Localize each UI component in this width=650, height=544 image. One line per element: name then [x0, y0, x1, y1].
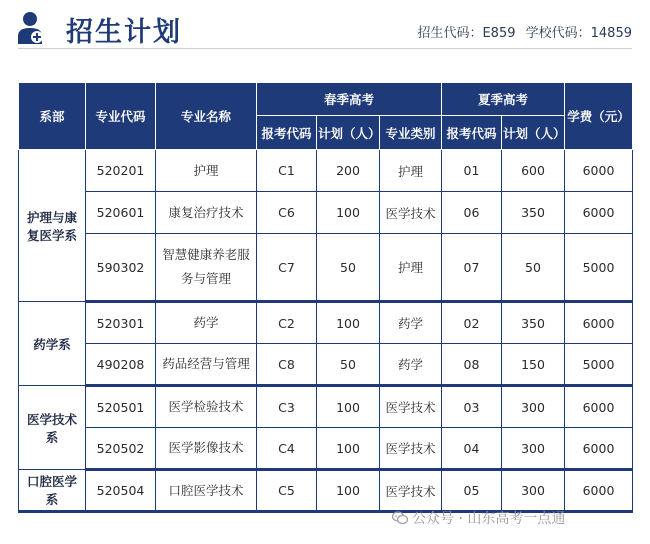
col-header-spring-plan: 计划（人） [317, 116, 380, 150]
cell-spring-code: C7 [257, 234, 317, 302]
table-row [19, 428, 633, 470]
cell-category: 医学技术 [380, 192, 442, 234]
col-header-summer-code: 报考代码 [442, 116, 502, 150]
cell-tuition: 6000 [565, 428, 633, 470]
cell-category: 药学 [380, 302, 442, 344]
watermark-text: 公众号 · 山东高考一点通 [412, 511, 566, 527]
cell-spring-plan: 100 [317, 428, 380, 470]
dept-cell: 护理与康复医学系 [19, 150, 86, 302]
cell-category: 药学 [380, 344, 442, 386]
table-row [19, 192, 633, 234]
cell-summer-code: 04 [442, 428, 502, 470]
cell-tuition: 6000 [565, 150, 633, 192]
cell-summer-plan: 350 [502, 192, 565, 234]
header-row-1 [19, 83, 633, 116]
dept-cell: 口腔医学系 [19, 470, 86, 512]
col-header-summer: 夏季高考 [442, 83, 565, 116]
cell-summer-plan: 150 [502, 344, 565, 386]
cell-summer-code: 08 [442, 344, 502, 386]
cell-spring-plan: 200 [317, 150, 380, 192]
cell-summer-code: 01 [442, 150, 502, 192]
enroll-code: 招生代码：E859 [417, 26, 516, 41]
cell-summer-code: 07 [442, 234, 502, 302]
cell-spring-plan: 100 [317, 192, 380, 234]
cell-summer-code: 05 [442, 470, 502, 512]
cell-major-name: 口腔医学技术 [156, 470, 257, 512]
table-row [19, 234, 633, 302]
table-row [19, 386, 633, 428]
col-header-major-code: 专业代码 [86, 83, 156, 150]
cell-major-code: 520501 [86, 386, 156, 428]
cell-summer-plan: 600 [502, 150, 565, 192]
col-header-dept: 系部 [19, 83, 86, 150]
col-header-tuition: 学费（元） [565, 83, 633, 150]
cell-summer-plan: 350 [502, 302, 565, 344]
cell-spring-code: C6 [257, 192, 317, 234]
user-plus-icon [18, 11, 44, 45]
wechat-icon [392, 511, 408, 525]
cell-spring-code: C3 [257, 386, 317, 428]
cell-major-name: 智慧健康养老服务与管理 [156, 234, 257, 302]
col-header-spring: 春季高考 [257, 83, 442, 116]
dept-cell: 医学技术系 [19, 386, 86, 470]
cell-category: 医学技术 [380, 428, 442, 470]
table-body [19, 150, 633, 512]
col-header-summer-plan: 计划（人） [502, 116, 565, 150]
dept-cell: 药学系 [19, 302, 86, 386]
cell-spring-code: C2 [257, 302, 317, 344]
cell-summer-plan: 300 [502, 470, 565, 512]
cell-tuition: 6000 [565, 386, 633, 428]
table-row [19, 470, 633, 512]
cell-category: 医学技术 [380, 470, 442, 512]
cell-major-code: 590302 [86, 234, 156, 302]
cell-major-code: 520504 [86, 470, 156, 512]
col-header-major-name: 专业名称 [156, 83, 257, 150]
cell-spring-plan: 100 [317, 386, 380, 428]
school-code: 学校代码：14859 [525, 26, 632, 41]
page-header [0, 0, 650, 60]
cell-spring-code: C1 [257, 150, 317, 192]
cell-tuition: 5000 [565, 234, 633, 302]
cell-summer-plan: 50 [502, 234, 565, 302]
cell-summer-plan: 300 [502, 428, 565, 470]
cell-tuition: 6000 [565, 192, 633, 234]
table-row [19, 344, 633, 386]
table-row [19, 302, 633, 344]
cell-spring-code: C8 [257, 344, 317, 386]
cell-spring-plan: 100 [317, 302, 380, 344]
col-header-spring-category: 专业类别 [380, 116, 442, 150]
cell-tuition: 6000 [565, 470, 633, 512]
enrollment-table-container [18, 82, 632, 514]
code-info [417, 22, 632, 41]
cell-category: 医学技术 [380, 386, 442, 428]
cell-major-name: 药学 [156, 302, 257, 344]
cell-major-code: 520301 [86, 302, 156, 344]
cell-spring-plan: 50 [317, 344, 380, 386]
cell-major-name: 医学影像技术 [156, 428, 257, 470]
watermark [392, 508, 565, 528]
enrollment-table [18, 82, 633, 513]
col-header-spring-code: 报考代码 [257, 116, 317, 150]
cell-major-code: 520502 [86, 428, 156, 470]
cell-major-name: 护理 [156, 150, 257, 192]
cell-tuition: 6000 [565, 302, 633, 344]
cell-major-code: 490208 [86, 344, 156, 386]
cell-spring-code: C5 [257, 470, 317, 512]
table-row [19, 150, 633, 192]
cell-spring-code: C4 [257, 428, 317, 470]
cell-major-code: 520601 [86, 192, 156, 234]
cell-summer-code: 02 [442, 302, 502, 344]
cell-tuition: 5000 [565, 344, 633, 386]
cell-summer-code: 03 [442, 386, 502, 428]
cell-spring-plan: 50 [317, 234, 380, 302]
cell-major-name: 药品经营与管理 [156, 344, 257, 386]
cell-major-name: 康复治疗技术 [156, 192, 257, 234]
page-title: 招生计划 [66, 17, 182, 48]
cell-summer-code: 06 [442, 192, 502, 234]
header-divider [18, 48, 632, 49]
cell-major-name: 医学检验技术 [156, 386, 257, 428]
cell-category: 护理 [380, 234, 442, 302]
cell-major-code: 520201 [86, 150, 156, 192]
cell-category: 护理 [380, 150, 442, 192]
cell-spring-plan: 100 [317, 470, 380, 512]
cell-summer-plan: 300 [502, 386, 565, 428]
